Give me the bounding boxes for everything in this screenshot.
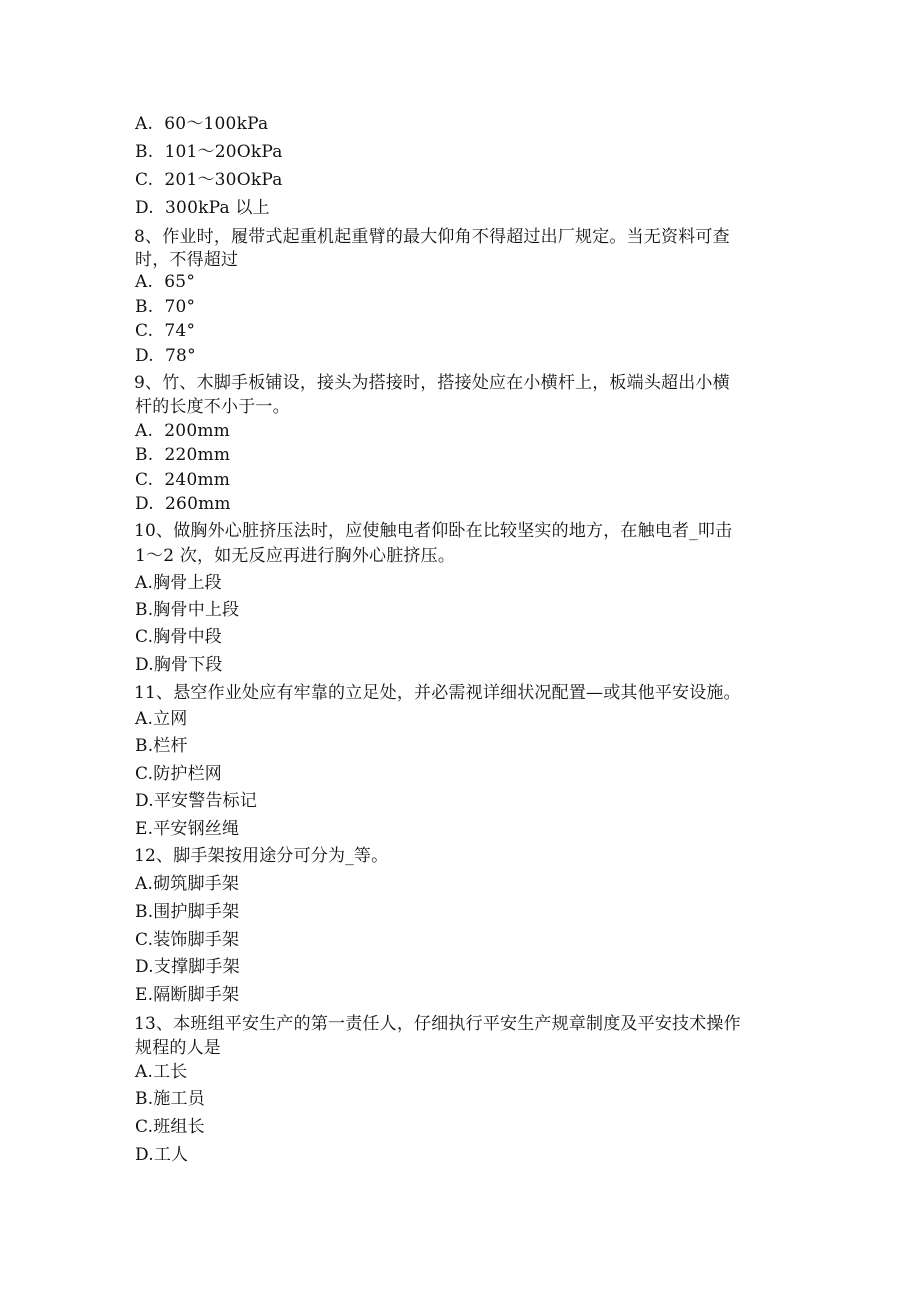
option-d: D. 260mm bbox=[135, 494, 231, 514]
option-c: C.胸骨中段 bbox=[135, 627, 223, 647]
question-10-cont: 1～2 次，如无反应再进行胸外心脏挤压。 bbox=[135, 546, 456, 566]
option-e: E.隔断脚手架 bbox=[135, 985, 240, 1005]
question-13-cont: 规程的人是 bbox=[135, 1038, 221, 1058]
option-b: B.围护脚手架 bbox=[135, 902, 240, 922]
question-9: 9、竹、木脚手板铺设，接头为搭接时，搭接处应在小横杆上，板端头超出小横 bbox=[134, 373, 730, 393]
option-b: B. 70° bbox=[135, 297, 196, 317]
question-12: 12、脚手架按用途分可分为_等。 bbox=[134, 846, 389, 866]
option-c: C. 240mm bbox=[135, 470, 231, 490]
option-c: C. 201～30OkPa bbox=[135, 170, 283, 190]
question-9-cont: 杆的长度不小于一。 bbox=[135, 397, 290, 417]
question-13: 13、本班组平安生产的第一责任人，仔细执行平安生产规章制度及平安技术操作 bbox=[134, 1014, 741, 1034]
option-c: C. 74° bbox=[135, 321, 196, 341]
option-a: A. 60～100kPa bbox=[135, 114, 269, 134]
option-e: E.平安钢丝绳 bbox=[135, 819, 240, 839]
question-11: 11、悬空作业处应有牢靠的立足处，并必需视详细状况配置—或其他平安设施。 bbox=[134, 683, 741, 703]
option-a: A.胸骨上段 bbox=[135, 573, 222, 593]
option-c: C.防护栏网 bbox=[135, 764, 223, 784]
option-d: D. 78° bbox=[135, 346, 196, 366]
option-b: B.栏杆 bbox=[135, 736, 188, 756]
option-a: A.砌筑脚手架 bbox=[135, 874, 240, 894]
option-d: D.平安警告标记 bbox=[135, 791, 258, 811]
option-d: D.胸骨下段 bbox=[135, 655, 223, 675]
option-c: C.装饰脚手架 bbox=[135, 930, 240, 950]
option-b: B.施工员 bbox=[135, 1089, 205, 1109]
question-8-cont: 时，不得超过 bbox=[135, 250, 239, 270]
option-a: A.工长 bbox=[135, 1062, 188, 1082]
question-10: 10、做胸外心脏挤压法时，应使触电者仰卧在比较坚实的地方，在触电者_叩击 bbox=[134, 521, 733, 541]
option-b: B. 101～20OkPa bbox=[135, 142, 283, 162]
option-d: D.工人 bbox=[135, 1145, 189, 1165]
option-b: B. 220mm bbox=[135, 445, 231, 465]
question-8: 8、作业时，履带式起重机起重臂的最大仰角不得超过出厂规定。当无资料可查 bbox=[134, 227, 730, 247]
option-a: A.立网 bbox=[135, 709, 188, 729]
option-a: A. 200mm bbox=[135, 421, 230, 441]
option-a: A. 65° bbox=[135, 272, 196, 292]
option-c: C.班组长 bbox=[135, 1117, 205, 1137]
option-d: D. 300kPa 以上 bbox=[135, 198, 270, 218]
option-b: B.胸骨中上段 bbox=[135, 600, 240, 620]
option-d: D.支撑脚手架 bbox=[135, 957, 240, 977]
